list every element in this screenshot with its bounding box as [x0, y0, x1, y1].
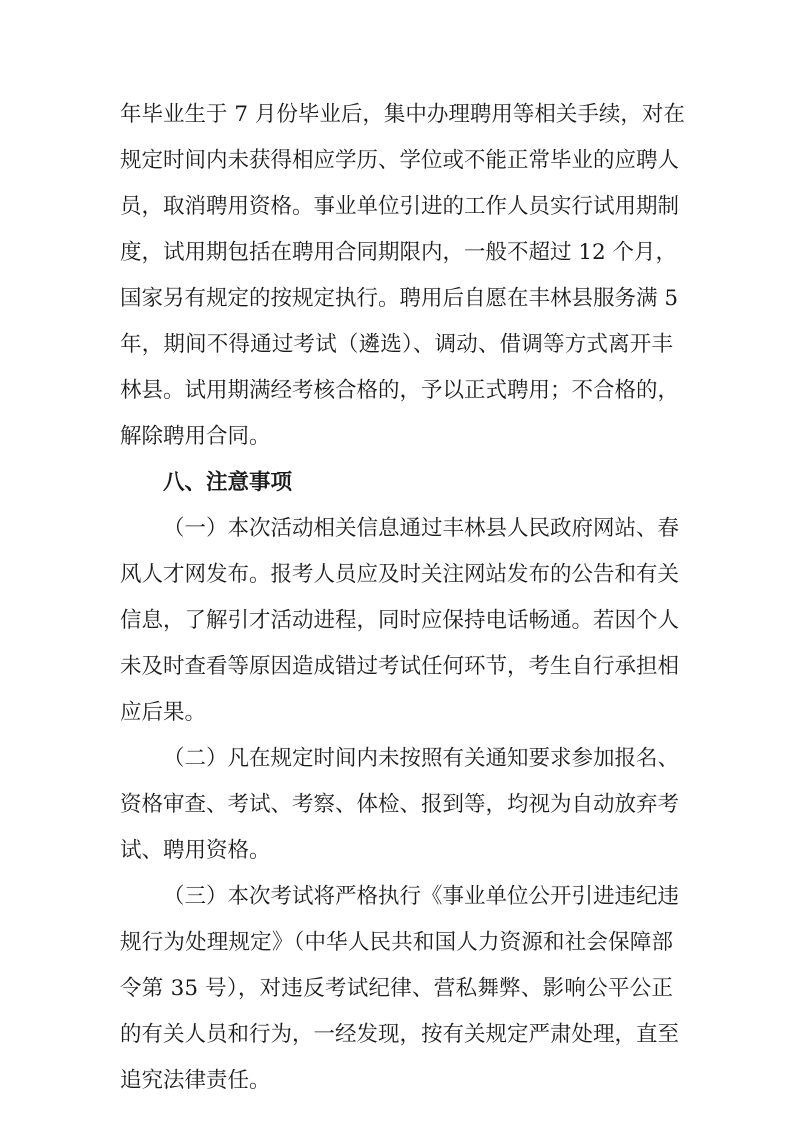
paragraph-line: （三）本次考试将严格执行《事业单位公开引进违纪违	[163, 884, 680, 909]
paragraph-line: 资格审查、考试、考察、体检、报到等，均视为自动放弃考	[120, 792, 680, 817]
section-heading: 八、注意事项	[163, 470, 293, 495]
paragraph-line: 追究法律责任。	[120, 1068, 271, 1093]
paragraph-line: 解除聘用合同。	[120, 424, 271, 449]
paragraph-line: 林县。试用期满经考核合格的，予以正式聘用；不合格的，	[120, 378, 680, 403]
paragraph-line: 未及时查看等原因造成错过考试任何环节，考生自行承担相	[120, 654, 680, 679]
paragraph-line: 年毕业生于 7 月份毕业后，集中办理聘用等相关手续，对在	[120, 102, 685, 127]
paragraph-line: 规定时间内未获得相应学历、学位或不能正常毕业的应聘人	[120, 148, 680, 173]
paragraph-line: 规行为处理规定》（中华人民共和国人力资源和社会保障部	[120, 930, 673, 955]
paragraph-line: 度，试用期包括在聘用合同期限内，一般不超过 12 个月，	[120, 240, 678, 265]
paragraph-line: （一）本次活动相关信息通过丰林县人民政府网站、春	[163, 516, 680, 541]
paragraph-line: 信息，了解引才活动进程，同时应保持电话畅通。若因个人	[120, 608, 680, 633]
paragraph-line: 应后果。	[120, 700, 207, 725]
paragraph-line: 的有关人员和行为，一经发现，按有关规定严肃处理，直至	[120, 1022, 680, 1047]
paragraph-line: 令第 35 号），对违反考试纪律、营私舞弊、影响公平公正	[120, 976, 673, 1001]
paragraph-line: 员，取消聘用资格。事业单位引进的工作人员实行试用期制	[120, 194, 680, 219]
paragraph-line: 年，期间不得通过考试（遴选）、调动、借调等方式离开丰	[120, 332, 673, 357]
paragraph-line: 风人才网发布。报考人员应及时关注网站发布的公告和有关	[120, 562, 680, 587]
paragraph-line: （二）凡在规定时间内未按照有关通知要求参加报名、	[163, 746, 680, 771]
paragraph-line: 国家另有规定的按规定执行。聘用后自愿在丰林县服务满 5	[120, 286, 679, 311]
paragraph-line: 试、聘用资格。	[120, 838, 271, 863]
